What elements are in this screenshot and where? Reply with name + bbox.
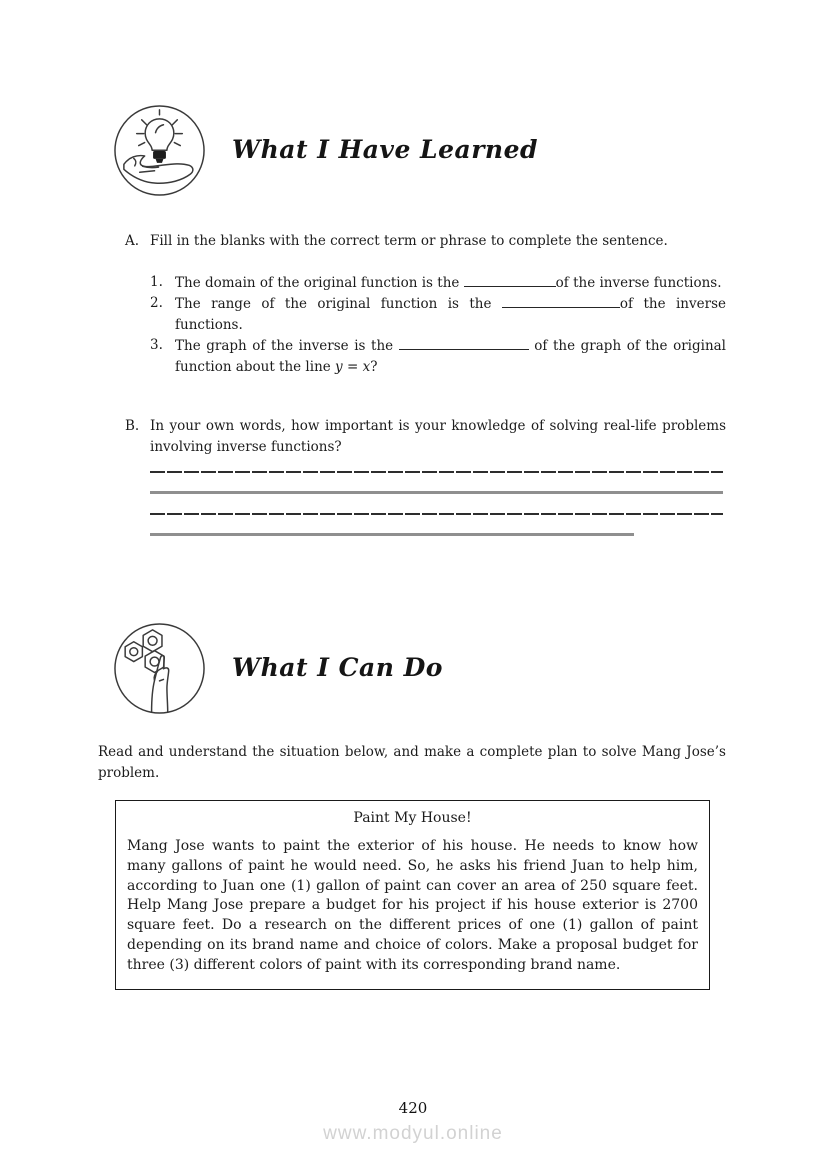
page-number: 420	[398, 1099, 428, 1117]
item-text-before-blank: The range of the original function is the	[175, 296, 502, 313]
fill-in-the-blank-list	[150, 272, 726, 377]
answer-line	[150, 491, 723, 494]
answer-blank	[502, 293, 620, 308]
item-text-after-blank: of the inverse functions.	[175, 296, 726, 333]
answer-line	[150, 513, 723, 515]
part-a-label: A.	[125, 233, 140, 249]
part-a-instruction: Fill in the blanks with the correct term or phrase to complete the sentence.	[150, 233, 668, 249]
fill-item-1	[150, 272, 726, 293]
part-b	[125, 416, 726, 457]
item-text	[175, 293, 726, 335]
answer-blank	[464, 272, 556, 287]
answer-line	[150, 471, 723, 473]
answer-blank	[399, 335, 529, 350]
fill-item-3	[150, 335, 726, 377]
item-text	[175, 272, 726, 293]
item-text	[175, 335, 726, 377]
part-b-question: In your own words, how important is your knowledge of solving real-life problems involving inverse functions?	[150, 418, 726, 455]
problem-box-title: Paint My House!	[353, 810, 472, 826]
item-text-after-blank: of the inverse functions.	[555, 274, 722, 291]
math-expression: y = x	[335, 358, 371, 375]
part-b-label: B.	[125, 418, 140, 434]
section-header-what-i-have-learned	[112, 102, 538, 199]
item-text-before-blank: The graph of the inverse is the	[175, 338, 399, 355]
answer-line	[150, 533, 634, 536]
part-a	[125, 231, 726, 252]
section-title-what-i-have-learned: What I Have Learned	[232, 135, 538, 165]
item-text-after-blank: of the graph of the original function about the line	[175, 338, 726, 375]
item-number: 2.	[150, 295, 163, 312]
item-number: 3.	[150, 337, 163, 354]
problem-box-body: Mang Jose wants to paint the exterior of his house. He needs to know how many gallons of paint he would need. So, he asks his friend Juan to help him, according to Juan one (1) gallon of paint can cover an area of 250 square feet. Help Mang Jose prepare a budget for his project if his house exterior is 2700 square feet. Do a research on the different prices of one (1) gallon of paint depending on its brand name and choice of colors. Make a proposal budget for three (3) different colors of paint with its corresponding brand name.	[127, 838, 698, 973]
item-text-before-blank: The domain of the original function is the	[175, 274, 464, 291]
section-title-what-i-can-do: What I Can Do	[232, 653, 443, 683]
situation-intro-paragraph: Read and understand the situation below, and make a complete plan to solve Mang Jose’s problem.	[98, 744, 726, 781]
hand-balancing-nuts-icon	[112, 620, 207, 717]
problem-box	[115, 800, 710, 990]
watermark: www.modyul.online	[323, 1123, 503, 1144]
item-text-tail: ?	[370, 358, 378, 375]
section-header-what-i-can-do	[112, 620, 443, 717]
hand-holding-lightbulb-icon	[112, 102, 207, 199]
item-number: 1.	[150, 274, 163, 290]
fill-item-2	[150, 293, 726, 335]
